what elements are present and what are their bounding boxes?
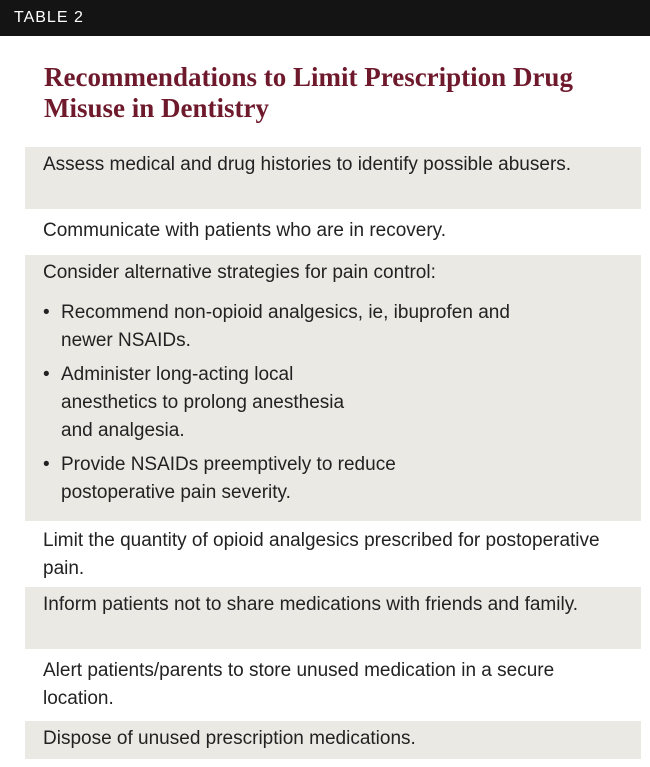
row-text: Dispose of unused prescription medications. <box>43 728 416 749</box>
bullet-item <box>43 451 627 507</box>
table-row <box>25 209 641 255</box>
bullet-text: • Recommend non-opioid analgesics, ie, ibuprofen and newer NSAIDs. <box>61 302 510 351</box>
row-text: Assess medical and drug histories to identify possible abusers. <box>43 154 572 175</box>
row-text: Communicate with patients who are in recovery. <box>43 220 447 241</box>
row-text: Inform patients not to share medications with friends and family. <box>43 594 579 615</box>
recommendations-table <box>25 147 641 759</box>
table-label-bar <box>0 0 650 36</box>
bullet-item <box>43 299 627 355</box>
table-row <box>25 521 641 587</box>
row-text: Alert patients/parents to store unused medication in a secure location. <box>43 660 555 709</box>
table-row <box>25 147 641 209</box>
bullet-item <box>43 361 627 445</box>
row-text: Consider alternative strategies for pain control: <box>43 262 436 283</box>
row-text: Limit the quantity of opioid analgesics prescribed for postoperative pain. <box>43 530 600 579</box>
table-row <box>25 255 641 521</box>
bullet-text: • Provide NSAIDs preemptively to reduce postoperative pain severity. <box>61 454 396 503</box>
table-title: Recommendations to Limit Prescription Drug Misuse in Dentistry <box>44 62 573 123</box>
table-row <box>25 721 641 759</box>
bullet-text: • Administer long-acting local anesthetics to prolong anesthesia and analgesia. <box>61 364 345 441</box>
table-row <box>25 649 641 721</box>
table-label: TABLE 2 <box>14 9 84 26</box>
table-row <box>25 587 641 649</box>
